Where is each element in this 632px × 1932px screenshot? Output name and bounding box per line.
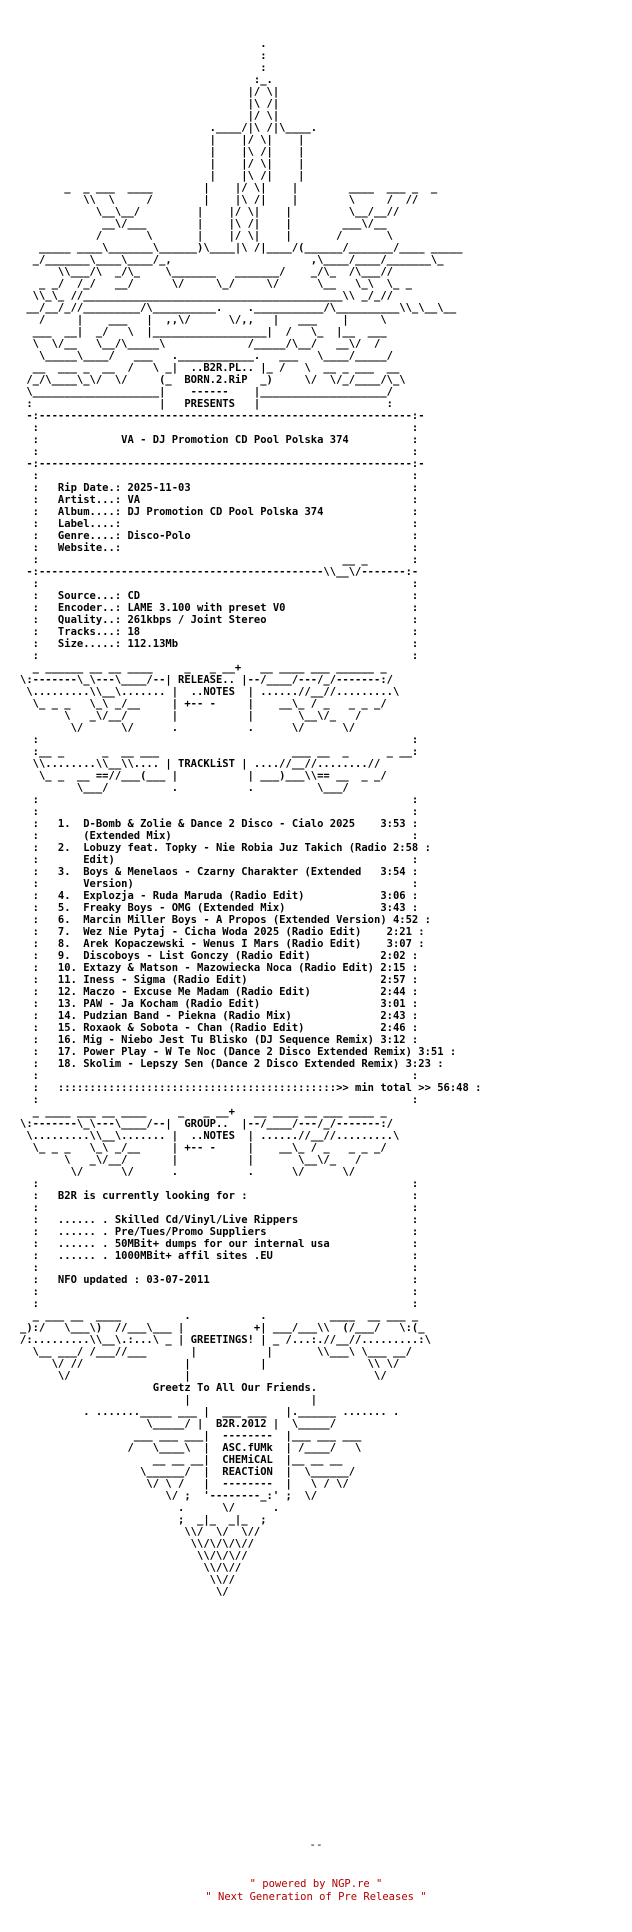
separator-dash: --: [309, 1838, 323, 1851]
nfo-text: . : : :_. |/ \| |\ /| |/ \| .____/|\ /|\____. | |/ \| | | |\ /| | | |/ \| | | |\ /| | _ _ ___ ____ | |/ \| | ____ ___ _ _ \\ \ / | |\ /| | \ / // \__\__/ | |/ \| | \__/__// __\/___ | |\ /| | ___\/__ / \ | |/ \| | / \ _____ ____\_______\______)\____|\ /|____/(______/_______/____ _____ _/_______\____\____/_, ,\____/____/_______\_ \\___/\ _/\_ \_______ _______/ _/\_ /\___// _ _/ /_/ __/ \/ \_/ \/ \__ \_\ \_ _ \\_\_ //_________________________________________\\ _/_// __/__/_//_________/\__________. .___________/\__________\\_\__\__ / | ___ | ,,\/ \/,, | ___ | \ ___ __| _/ \ |__________________| / \_ |__ ___ \ \/__ \__/\_____\ /_____/\__/ __\/ / \_____\____/ ___ .____________. ___ \____/_____/ __ ___ _ __ / \ _| ..B2R.PL.. |_ / \ __ _ ___ __ /_/\____\_\/ \/ (_ BORN.2.RiP _) \/ \/_/____/\_\ \____________________| ------ |____________________/ : | PRESENTS | : -:-----------------------------------------------------------:- : : : VA - DJ Promotion CD Pool Polska 374 : : : -:-----------------------------------------------------------:- : : : Rip Date.: 2025-11-03 : : Artist...: VA : : Album....: DJ Promotion CD Pool Polska 374 : : Label....: : : Genre....: Disco-Polo : : Website..: : : __ _ : -:---------------------------------------------\\__\/-------:- : : : Source...: CD : : Encoder..: LAME 3.100 with preset V0 : : Quality..: 261kbps / Joint Stereo : : Tracks...: 18 : : Size.....: 112.13Mb : : : _ ______ __ __ ____ _ _ __+ __ ____ ___ ______ _ \:-------\_\---\____/--| RELEASE.. |--/____/---/_/-------:/ \.........\\__\....... | ..NOTES | ......//__//.........\ \_ _ _ \_\ _/__ | +-- - | __\_ / _ _ _ _/ \ _\/__/ | | \__\/_ / \/ \/ . . \/ \/ : : :__ _ _ __ ___ ___ __ _ _ __: \\........\\__\\.... | TRACKLiST | ....//__//........// \_ _ __ ==//___(___ | | ___)___\\== __ _ _/ \___/ . . \___/ : : : : : 1. D-Bomb & Zolie & Dance 2 Disco - Cialo 2025 3:53 : : (Extended Mix) : : 2. Lobuzy feat. Topky - Nie Robia Juz Takich (Radio 2:58 : : Edit) : : 3. Boys & Menelaos - Czarny Charakter (Extended 3:54 : : Version) : : 4. Explozja - Ruda Maruda (Radio Edit) 3:06 : : 5. Freaky Boys - OMG (Extended Mix) 3:43 : : 6. Marcin Miller Boys - A Propos (Extended Version) 4:52 : : 7. Wez Nie Pytaj - Cicha Woda 2025 (Radio Edit) 2:21 : : 8. Arek Kopaczewski - Wenus I Mars (Radio Edit) 3:07 : : 9. Discoboys - List Gonczy (Radio Edit) 2:02 : : 10. Extazy & Matson - Mazowiecka Noca (Radio Edit) 2:15 : : 11. Iness - Sigma (Radio Edit) 2:57 : : 12. Maczo - Excuse Me Madam (Radio Edit) 2:44 : : 13. PAW - Ja Kocham (Radio Edit) 3:01 : : 14. Pudzian Band - Piekna (Radio Mix) 2:43 : : 15. Roxaok & Sobota - Chan (Radio Edit) 2:46 : : 16. Mig - Niebo Jest Tu Blisko (DJ Sequence Remix) 3:12 : : 17. Power Play - W Te Noc (Dance 2 Disco Extended Remix) 3:51 : : 18. Skolim - Lepszy Sen (Dance 2 Disco Extended Remix) 3:23 : : : : ::::::::::::::::::::::::::::::::::::::::::::>> min total >> 56:48 : : : _ ____ ___ __ ____ _ _ __+ __ ____ __ ___ ____ _ \:-------\_\---\____/--| GROUP.. |--/____/---/_/-------:/ \.........\\__\....... | ..NOTES | ......//__//.........\ \_ _ _ \_\ _/__ | +-- - | __\_ / _ _ _ _/ \ _\/__/ | | \__\/_ / \/ \/ . . \/ \/ : : : B2R is currently looking for : : : : : ...... . Skilled Cd/Vinyl/Live Rippers : : ...... . Pre/Tues/Promo Suppliers : : ...... . 50MBit+ dumps for our internal usa : : ...... . 1000MBit+ affil sites .EU : : : : NFO updated : 03-07-2011 : : : : : _ ___ __ ____ . . ____ __ ___ _ _):/ \___\) //___\___ | +| ___/___\\ (/___/ \:(_ /:.........\\__\.:...\ _ | GREETINGS! | _ /...:.//__//.........:\ \__ ___/ /___//___ | | \\___\ \___ __/ \/ // | | \\ \/ \/ | \/ Greetz To All Our Friends. | | . ......._____ ___ | ___ ___ |.______ ....... . \_____/ | B2R.2012 | \_____/ ___ ___ ___| -------- |___ ___ ___ / \____\ | ASC.fUMk | /____/ \ __ __ __| CHEMiCAL |__ __ __ \______/ | REACTiON | \______/ \/ \ / | -------- | \ / \/ \/ ; '--------_:' ; \/ . \/ . ; _|_ _|_ ; \\/ \/ \// \\/\/\/\// \\/\/\// \\/\// \\// \/: [20, 38, 482, 1598]
footer-tagline: " Next Generation of Pre Releases ": [205, 1891, 427, 1903]
footer-powered-by: " powered by NGP.re ": [249, 1878, 383, 1890]
